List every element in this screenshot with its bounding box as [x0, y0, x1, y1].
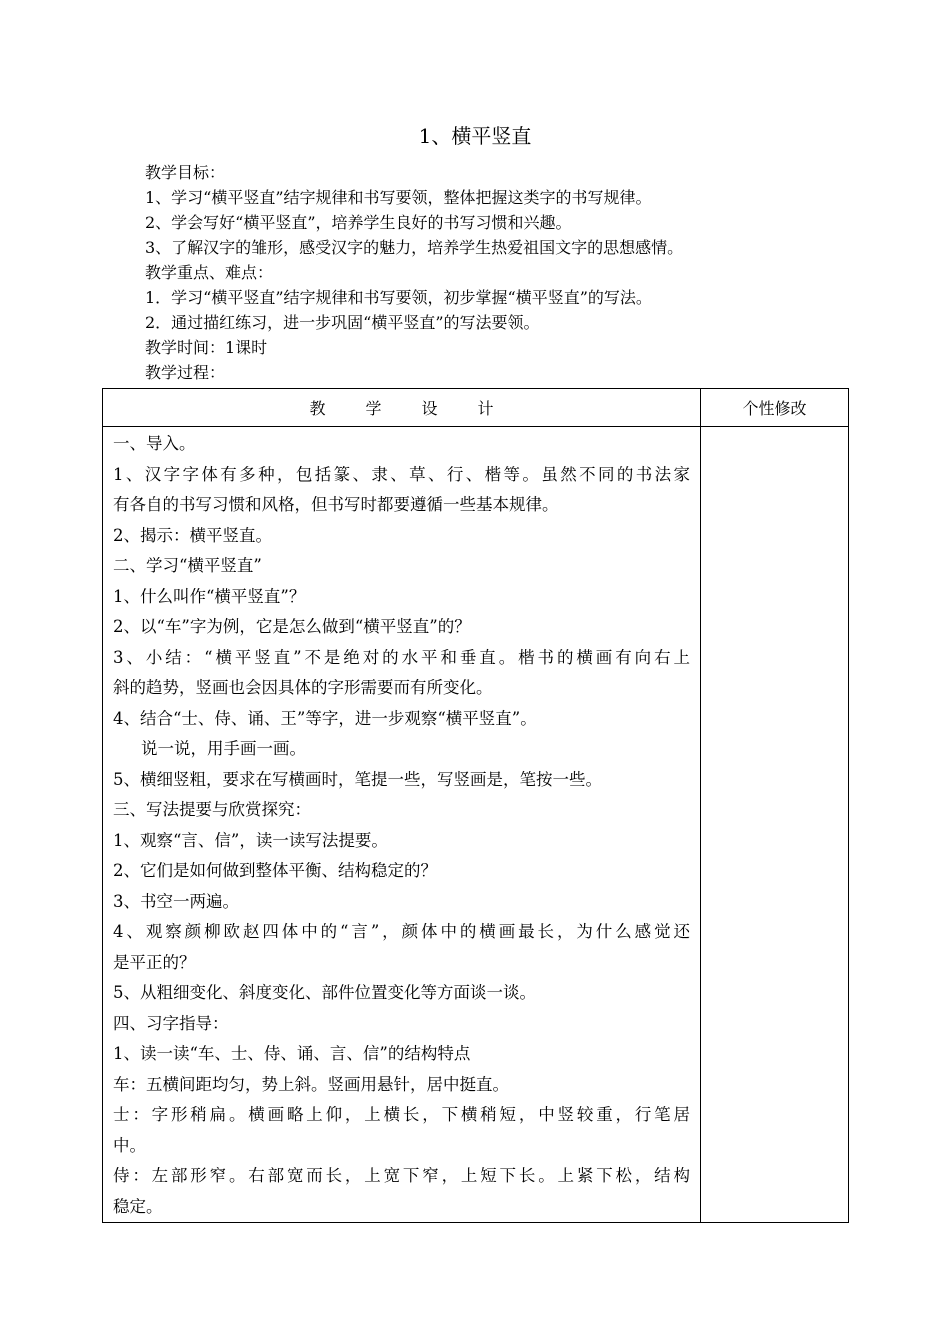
header-char: 计 [477, 399, 494, 418]
key-points-heading: 教学重点、难点： [145, 263, 274, 282]
page-title: 1、横平竖直 [418, 124, 532, 148]
text-line: 1、什么叫作“横平竖直”？ [113, 586, 306, 606]
objective-2: 2、学会写好“横平竖直”，培养学生良好的书写习惯和兴趣。 [145, 213, 572, 232]
teaching-time: 教学时间：1课时 [145, 338, 268, 357]
table-body-row [103, 427, 849, 1223]
text-line: 说一说，用手画一画。 [141, 739, 306, 758]
design-cell [103, 427, 701, 1223]
text-line: 1、观察“言、信”，读一读写法提要。 [113, 830, 388, 850]
objectives-heading: 教学目标： [145, 163, 226, 182]
text-line: 中。 [113, 1135, 146, 1155]
section-heading: 四、习字指导： [113, 1013, 229, 1033]
text-line: 2、揭示：横平竖直。 [113, 525, 272, 545]
text-line: 3、小结：“横平竖直”不是绝对的水平和垂直。楷书的横画有向右上 [113, 647, 690, 667]
text-line: 5、从粗细变化、斜度变化、部件位置变化等方面谈一谈。 [113, 983, 536, 1002]
header-revision: 个性修改 [701, 389, 849, 427]
key-point-1: 1．学习“横平竖直”结字规律和书写要领，初步掌握“横平竖直”的写法。 [145, 288, 652, 307]
text-line: 是平正的？ [113, 952, 196, 972]
section-heading: 一、导入。 [113, 434, 196, 453]
section-heading: 三、写法提要与欣赏探究： [113, 800, 311, 819]
table-header-row [103, 389, 849, 427]
header-char: 学 [365, 399, 382, 418]
intro-section [145, 160, 885, 385]
objective-1: 1、学习“横平竖直”结字规律和书写要领，整体把握这类字的书写规律。 [145, 188, 652, 207]
text-line: 2、它们是如何做到整体平衡、结构稳定的？ [113, 861, 437, 880]
lesson-plan-table [102, 388, 849, 1223]
text-line: 5、横细竖粗，要求在写横画时，笔提一些，写竖画是，笔按一些。 [113, 769, 602, 789]
key-point-2: 2．通过描红练习，进一步巩固“横平竖直”的写法要领。 [145, 313, 540, 332]
text-line: 1、读一读“车、士、侍、诵、言、信”的结构特点 [113, 1044, 471, 1063]
text-line: 1、汉字字体有多种，包括篆、隶、草、行、楷等。虽然不同的书法家 [113, 464, 690, 484]
text-line: 车：五横间距均匀，势上斜。竖画用悬针，居中挺直。 [113, 1074, 509, 1094]
revision-cell[interactable] [701, 427, 849, 1223]
text-line: 士：字形稍扁。横画略上仰，上横长，下横稍短，中竖较重，行笔居 [113, 1105, 690, 1124]
text-line: 斜的趋势，竖画也会因具体的字形需要而有所变化。 [113, 678, 493, 697]
section-heading: 二、学习“横平竖直” [113, 556, 262, 575]
text-line: 4、结合“士、侍、诵、王”等字，进一步观察“横平竖直”。 [113, 708, 537, 728]
text-line: 2、以“车”字为例，它是怎么做到“横平竖直”的？ [113, 617, 471, 636]
text-line: 3、书空一两遍。 [113, 891, 239, 911]
text-line: 有各自的书写习惯和风格，但书写时都要遵循一些基本规律。 [113, 495, 559, 514]
header-char: 设 [421, 399, 438, 418]
header-char: 教 [309, 399, 326, 418]
objective-3: 3、了解汉字的雏形，感受汉字的魅力，培养学生热爱祖国文字的思想感情。 [145, 238, 684, 257]
process-heading: 教学过程： [145, 363, 226, 382]
text-line: 稳定。 [113, 1196, 163, 1216]
header-design [103, 389, 701, 427]
text-line: 4、观察颜柳欧赵四体中的“言”，颜体中的横画最长，为什么感觉还 [113, 922, 690, 941]
text-line: 侍：左部形窄。右部宽而长，上宽下窄，上短下长。上紧下松，结构 [113, 1166, 690, 1185]
